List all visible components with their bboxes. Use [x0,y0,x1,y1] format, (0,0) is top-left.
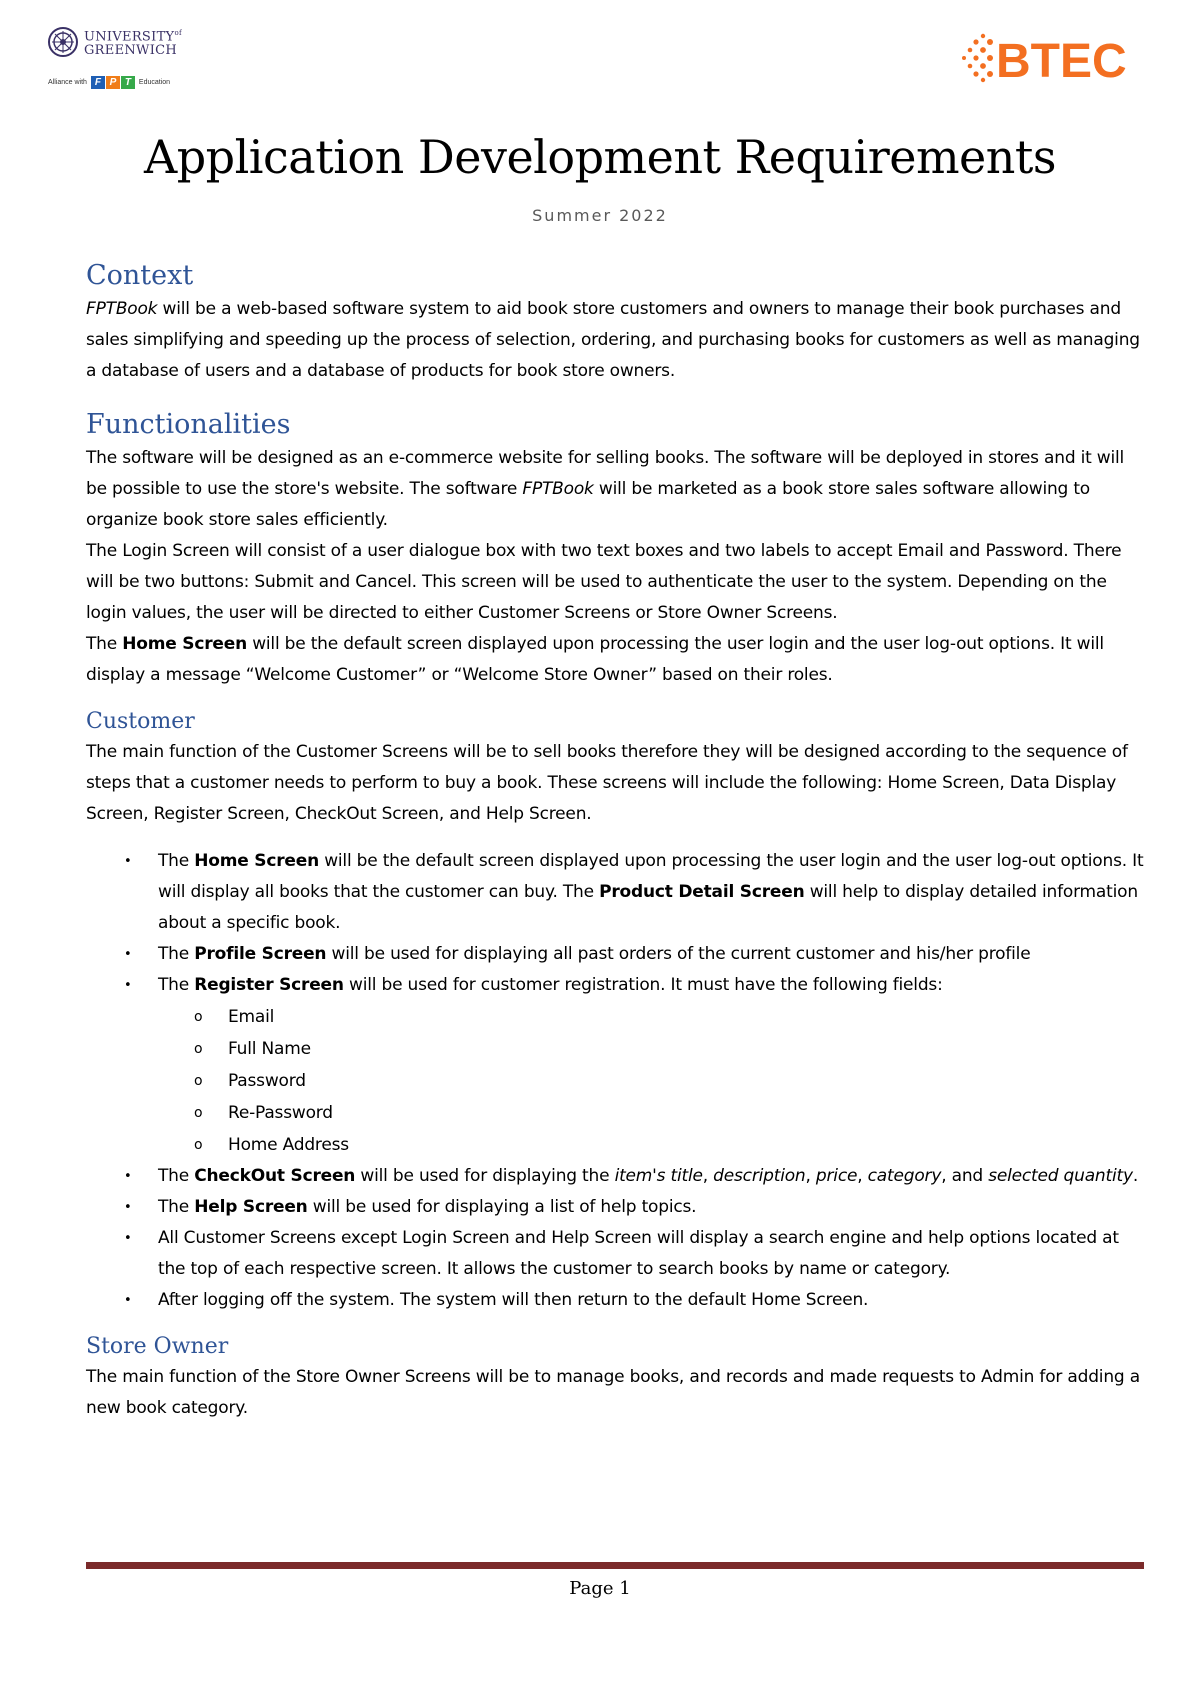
customer-screens-list [86,846,1146,1316]
fpt-letter-f: F [91,76,105,89]
b7-text: After logging off the system. The system will then return to the default Home Screen. [158,1290,869,1310]
university-name [84,26,182,58]
b5-text-a: The [158,1197,195,1217]
register-field-item [158,1033,1146,1065]
b4-end: . [1132,1166,1139,1186]
heading-functionalities: Functionalities [86,409,291,440]
b3-register-screen: Register Screen [194,975,344,995]
func-p3-text-a: The [86,634,123,654]
b5-text-c: will be used for displaying a list of help topics. [307,1197,697,1217]
university-seal-icon [48,27,78,57]
fpt-logo-icon [91,76,135,89]
btec-wordmark: BTEC [996,35,1127,86]
store-owner-intro: The main function of the Store Owner Screens will be to manage books, and records and made requests to Admin for adding a new book category. [86,1367,1140,1418]
customer-intro: The main function of the Customer Screens will be to sell books therefore they will be designed according to the sequence of steps that a customer needs to perform to buy a book. These screens will include the following: Home Screen, Data Display Screen, Register Screen, CheckOut Screen, and Help Screen. [86,742,1128,824]
sub-bullet-icon: o [194,1105,203,1121]
sub-bullet-icon: o [194,1137,203,1153]
list-item [86,1192,1146,1223]
register-field-item [158,1001,1146,1033]
b4-sep-4: , and [941,1166,989,1186]
document-subtitle: Summer 2022 [532,206,668,225]
university-greenwich-logo [48,24,208,94]
func-p3-text-c: will be the default screen displayed upon processing the user login and the user log-out options. It will display a message “Welcome Customer” or “Welcome Store Owner” based on their roles. [86,634,1104,685]
btec-logo [960,30,1160,86]
func-p3-home-screen: Home Screen [122,634,247,654]
alliance-prefix: Alliance with [48,79,87,86]
sub-bullet-icon: o [194,1009,203,1025]
b3-text-c: will be used for customer registration. It must have the following fields: [343,975,943,995]
sub-bullet-icon: o [194,1041,203,1057]
func-p1-product-name: FPTBook [522,479,594,499]
document-title: Application Development Requirements [143,130,1057,184]
bullet-icon: • [124,978,132,993]
heading-context: Context [86,260,194,291]
b1-text-c: will be the default screen displayed upon processing the user login and the user log-out options. It will display all books that the customer can buy. The [158,851,1144,902]
b4-sep-1: , [702,1166,714,1186]
b2-text-a: The [158,944,195,964]
b4-selected-quantity: selected quantity [988,1166,1133,1186]
fpt-letter-p: P [106,76,120,89]
b6-text: All Customer Screens except Login Screen and Help Screen will display a search engine and help options located at the top of each respective screen. It allows the customer to search books by name or category. [158,1228,1119,1279]
list-item [86,939,1146,970]
register-field-item [158,1097,1146,1129]
fpt-letter-t: T [121,76,135,89]
page-number: Page 1 [569,1578,631,1599]
bullet-icon: • [124,1169,132,1184]
sub-bullet-icon: o [194,1073,203,1089]
document-body [86,258,1146,1424]
btec-dots-icon [962,34,993,82]
b4-category: category [867,1166,942,1186]
register-fields-list [158,1001,1146,1161]
alliance-suffix: Education [138,79,171,86]
b4-text-c: will be used for displaying the [355,1166,615,1186]
b4-sep-2: , [805,1166,816,1186]
b3-text-a: The [158,975,195,995]
university-line2: GREENWICH [84,43,178,59]
b1-home-screen: Home Screen [194,851,319,871]
bullet-icon: • [124,947,132,962]
context-text: will be a web-based software system to aid book store customers and owners to manage their book purchases and sales simplifying and speeding up the process of selection, ordering, and purchasing books for customers as well as managing a database of users and a database of products for book store owners. [86,299,1140,381]
b1-text-a: The [158,851,195,871]
b5-help-screen: Help Screen [194,1197,308,1217]
register-field-item [158,1129,1146,1161]
list-item [86,1285,1146,1316]
register-field-item [158,1065,1146,1097]
field-re-password: Re-Password [228,1103,333,1123]
context-paragraph [86,294,1146,387]
bullet-icon: • [124,1200,132,1215]
list-item [86,1223,1146,1285]
list-item [86,970,1146,1161]
functionalities-paragraph-3 [86,629,1146,691]
context-product-name: FPTBook [86,299,158,319]
b4-item-title: item's title [614,1166,703,1186]
field-password: Password [228,1071,306,1091]
list-item [86,1161,1146,1192]
b2-profile-screen: Profile Screen [194,944,327,964]
university-line1: UNIVERSITY [84,29,175,45]
field-email: Email [228,1007,275,1027]
b1-product-detail-screen: Product Detail Screen [599,882,805,902]
field-full-name: Full Name [228,1039,311,1059]
bullet-icon: • [124,1293,132,1308]
b4-description: description [713,1166,806,1186]
heading-store-owner: Store Owner [86,1334,229,1359]
b4-price: price [815,1166,858,1186]
functionalities-paragraph-2: The Login Screen will consist of a user dialogue box with two text boxes and two labels to accept Email and Password. There will be two buttons: Submit and Cancel. This screen will be used to authenticate the user to the system. Depending on the login values, the user will be directed to either Customer Screens or Store Owner Screens. [86,541,1122,623]
b4-checkout-screen: CheckOut Screen [194,1166,356,1186]
university-of: of [174,29,182,37]
list-item [86,846,1146,939]
functionalities-paragraph-1 [86,443,1146,536]
bullet-icon: • [124,1231,132,1246]
b2-text-c: will be used for displaying all past orders of the current customer and his/her profile [326,944,1031,964]
heading-customer: Customer [86,709,195,734]
field-home-address: Home Address [228,1135,349,1155]
bullet-icon: • [124,854,132,869]
b1-text-e: will help to display detailed information about a specific book. [158,882,1138,933]
func-p1-text-a: The software will be designed as an e-commerce website for selling books. The software will be deployed in stores and it will be possible to use the store's website. The software [86,448,1125,499]
fpt-alliance [48,76,170,89]
b4-sep-3: , [857,1166,868,1186]
func-p1-text-b: will be marketed as a book store sales software allowing to organize book store sales efficiently. [86,479,1091,530]
footer-divider [86,1562,1144,1569]
b4-text-a: The [158,1166,195,1186]
